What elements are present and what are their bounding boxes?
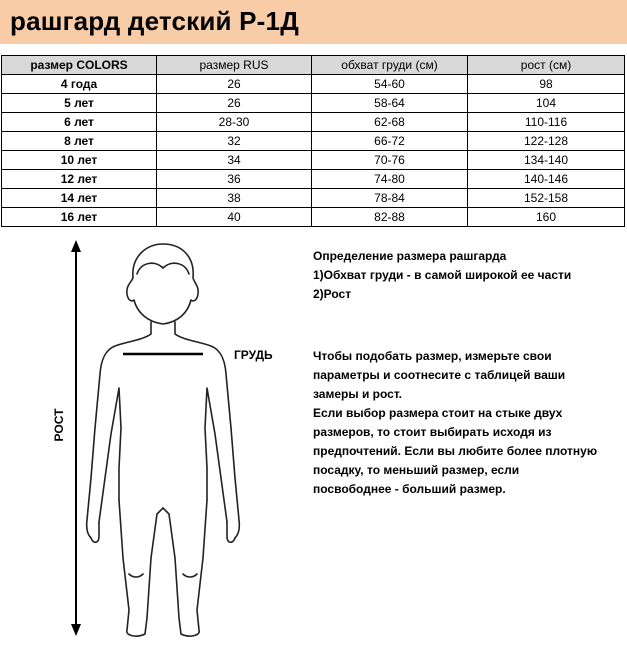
cell-height: 160 bbox=[468, 208, 625, 227]
cell-size-colors: 14 лет bbox=[2, 189, 157, 208]
cell-size-rus: 34 bbox=[157, 151, 312, 170]
size-table bbox=[1, 55, 625, 227]
cell-height: 152-158 bbox=[468, 189, 625, 208]
table-row bbox=[2, 132, 625, 151]
instructions-heading: Определение размера рашгарда bbox=[313, 249, 507, 263]
table-row bbox=[2, 208, 625, 227]
cell-chest: 82-88 bbox=[312, 208, 468, 227]
instruction-item-chest: 1)Обхват груди - в самой широкой ее части bbox=[313, 268, 572, 282]
table-row bbox=[2, 75, 625, 94]
advice-line: посадку, то меньший размер, если bbox=[313, 463, 520, 477]
cell-chest: 62-68 bbox=[312, 113, 468, 132]
cell-size-colors: 8 лет bbox=[2, 132, 157, 151]
cell-height: 110-116 bbox=[468, 113, 625, 132]
cell-size-rus: 26 bbox=[157, 94, 312, 113]
page-title: рашгард детский Р-1Д bbox=[10, 6, 299, 36]
cell-size-colors: 16 лет bbox=[2, 208, 157, 227]
header-height: рост (см) bbox=[468, 56, 625, 75]
cell-size-colors: 4 года bbox=[2, 75, 157, 94]
advice-line: Чтобы подобать размер, измерьте свои bbox=[313, 349, 552, 363]
cell-size-rus: 28-30 bbox=[157, 113, 312, 132]
instruction-item-height: 2)Рост bbox=[313, 287, 352, 301]
table-header-row bbox=[2, 56, 625, 75]
cell-chest: 54-60 bbox=[312, 75, 468, 94]
header-chest: обхват груди (см) bbox=[312, 56, 468, 75]
table-row bbox=[2, 170, 625, 189]
size-advice bbox=[313, 347, 623, 499]
measurement-instructions bbox=[313, 247, 623, 304]
table-row bbox=[2, 151, 625, 170]
cell-height: 140-146 bbox=[468, 170, 625, 189]
cell-chest: 58-64 bbox=[312, 94, 468, 113]
table-row bbox=[2, 94, 625, 113]
cell-size-colors: 10 лет bbox=[2, 151, 157, 170]
height-label: РОСТ bbox=[52, 408, 66, 442]
advice-line: параметры и соотнесите с таблицей ваши bbox=[313, 368, 566, 382]
cell-size-colors: 12 лет bbox=[2, 170, 157, 189]
cell-size-colors: 5 лет bbox=[2, 94, 157, 113]
cell-size-rus: 40 bbox=[157, 208, 312, 227]
cell-chest: 78-84 bbox=[312, 189, 468, 208]
table-row bbox=[2, 113, 625, 132]
cell-size-colors: 6 лет bbox=[2, 113, 157, 132]
cell-chest: 74-80 bbox=[312, 170, 468, 189]
title-banner bbox=[0, 0, 627, 44]
advice-line: предпочтений. Если вы любите более плотную bbox=[313, 444, 598, 458]
cell-height: 122-128 bbox=[468, 132, 625, 151]
cell-height: 98 bbox=[468, 75, 625, 94]
body-outline bbox=[87, 244, 240, 636]
cell-chest: 70-76 bbox=[312, 151, 468, 170]
advice-line: размеров, то стоит выбирать исходя из bbox=[313, 425, 552, 439]
cell-size-rus: 32 bbox=[157, 132, 312, 151]
table-row bbox=[2, 189, 625, 208]
height-arrow bbox=[71, 240, 81, 636]
header-size-rus: размер RUS bbox=[157, 56, 312, 75]
cell-chest: 66-72 bbox=[312, 132, 468, 151]
cell-height: 104 bbox=[468, 94, 625, 113]
cell-size-rus: 36 bbox=[157, 170, 312, 189]
child-body-figure bbox=[55, 238, 300, 648]
advice-line: Если выбор размера стоит на стыке двух bbox=[313, 406, 563, 420]
advice-line: замеры и рост. bbox=[313, 387, 402, 401]
chest-label: ГРУДЬ bbox=[234, 348, 273, 362]
cell-height: 134-140 bbox=[468, 151, 625, 170]
cell-size-rus: 38 bbox=[157, 189, 312, 208]
advice-line: посвободнее - больший размер. bbox=[313, 482, 506, 496]
header-size-colors: размер COLORS bbox=[2, 56, 157, 75]
cell-size-rus: 26 bbox=[157, 75, 312, 94]
